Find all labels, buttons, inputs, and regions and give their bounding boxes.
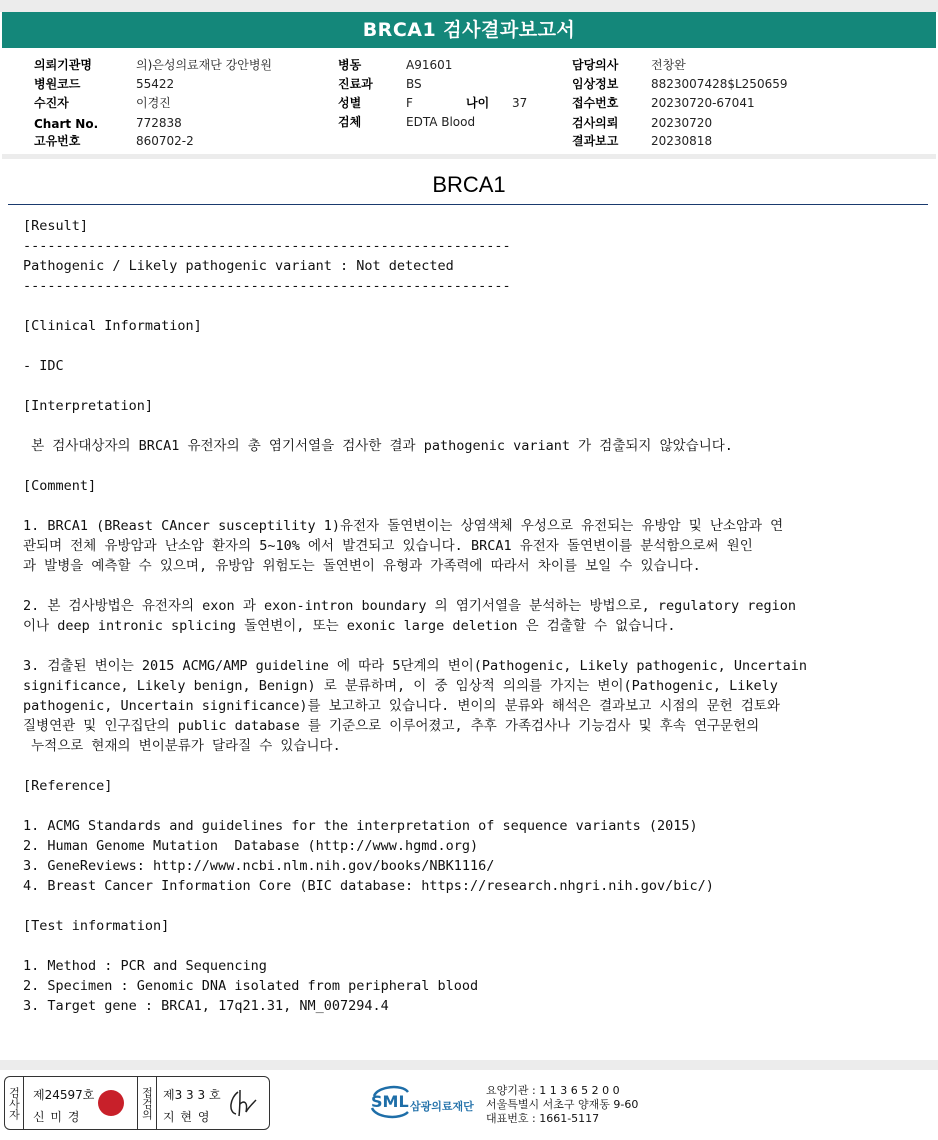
clinical-info-value: 8823007428$L250659 [651,77,788,91]
body-line: 질병연관 및 인구집단의 public database 를 기준으로 이루어졌고, 추후 가족검사나 기능검사 및 후속 연구문헌의 [23,718,760,734]
body-line: 이나 deep intronic splicing 돌연변이, 또는 exonic large deletion 은 검출할 수 없습니다. [23,618,676,634]
body-line: 2. 본 검사방법은 유전자의 exon 과 exon-intron boundary 의 염기서열을 분석하는 방법으로, regulatory region [23,598,797,614]
body-line: 3. GeneReviews: http://www.ncbi.nlm.nih.gov/books/NBK1116/ [23,858,495,874]
department-label: 진료과 [338,77,373,91]
body-line [23,636,913,656]
report-body [23,216,913,1016]
patient-value: 이경진 [136,96,171,110]
receipt-number-label: 접수번호 [572,96,619,110]
request-date-value: 20230720 [651,116,713,130]
body-line: 2. Human Genome Mutation Database (http://www.hgmd.org) [23,838,479,854]
examiner-name: 신 미 경 [33,1110,81,1124]
body-line: 2. Specimen : Genomic DNA isolated from peripheral blood [23,978,479,994]
bottom-separator [0,1060,938,1070]
result-date-value: 20230818 [651,134,713,148]
body-line: [Clinical Information] [23,318,202,334]
patient-label: 수진자 [34,96,69,110]
body-line [23,936,913,956]
examiner-label: 검사자 [5,1077,24,1129]
reviewer-license: 제3 3 3 호 [163,1088,221,1102]
body-line: 본 검사대상자의 BRCA1 유전자의 총 염기서열을 검사한 결과 pathogenic variant 가 검출되지 않았습니다. [23,438,733,454]
body-line: pathogenic, Uncertain significance)를 보고하고 있습니다. 변이의 분류와 해석은 결과보고 시점의 문헌 검토와 [23,698,780,714]
institution-label: 의뢰기관명 [34,58,92,72]
seal-stamp [98,1090,124,1116]
body-line: [Reference] [23,778,113,794]
receipt-number-value: 20230720-67041 [651,96,755,110]
examiner-license: 제24597호 [33,1088,95,1102]
body-line [23,896,913,916]
top-strip [0,0,938,12]
body-line [23,336,913,356]
age-value: 37 [512,96,528,110]
hospital-code-value: 55422 [136,77,175,91]
clinical-info-label: 임상정보 [572,77,619,91]
doctor-label: 담당의사 [572,58,619,72]
body-line: - IDC [23,358,64,374]
body-line: 누적으로 현재의 변이분류가 달라질 수 있습니다. [23,738,341,754]
reviewer-label: 접검의 [138,1077,157,1129]
report-title: BRCA1 검사결과보고서 [2,12,936,48]
body-line: significance, Likely benign, Benign) 로 분류하며, 이 중 임상적 의의를 가지는 변이(Pathogenic, Likely [23,678,778,694]
body-line: 3. 검출된 변이는 2015 ACMG/AMP guideline 에 따라 5단계의 변이(Pathogenic, Likely pathogenic, Uncertain [23,658,808,674]
body-line: ------------------------------------------------------------ [23,278,511,294]
body-line: 1. BRCA1 (BReast CAncer susceptility 1)유전자 돌연변이는 상염색체 우성으로 유전되는 유방암 및 난소암과 연 [23,518,784,534]
unique-number-label: 고유번호 [34,134,81,148]
chart-value: 772838 [136,116,182,130]
body-line: 1. ACMG Standards and guidelines for the interpretation of sequence variants (2015) [23,818,698,834]
sex-label: 성별 [338,96,362,110]
body-line: 3. Target gene : BRCA1, 17q21.31, NM_007294.4 [23,998,389,1014]
ward-value: A91601 [406,58,453,72]
org-name: 삼광의료재단 [410,1100,474,1113]
department-value: BS [406,77,422,91]
chart-label: Chart No. [34,117,99,131]
body-line: Pathogenic / Likely pathogenic variant : Not detected [23,258,454,274]
specimen-value: EDTA Blood [406,115,476,129]
result-date-label: 결과보고 [572,134,619,148]
body-line: 1. Method : PCR and Sequencing [23,958,267,974]
body-line [23,756,913,776]
unique-number-value: 860702-2 [136,134,194,148]
body-line [23,296,913,316]
body-line: [Result] [23,218,89,234]
body-line: 관되며 전체 유방암과 난소암 환자의 5~10% 에서 발견되고 있습니다. BRCA1 유전자 돌연변이를 분석함으로써 원인 [23,538,753,554]
body-line: [Comment] [23,478,97,494]
age-label: 나이 [466,96,490,110]
specimen-label: 검체 [338,115,362,129]
body-line: 과 발병을 예측할 수 있으며, 유방암 위험도는 돌연변이 유형과 가족력에 따라서 차이를 보일 수 있습니다. [23,558,701,574]
lab-info-line1: 요양기관 : 1 1 3 6 5 2 0 0 [486,1084,620,1097]
ward-label: 병동 [338,58,362,72]
hospital-code-label: 병원코드 [34,77,81,91]
body-line: 4. Breast Cancer Information Core (BIC database: https://research.nhgri.nih.gov/bic/) [23,878,714,894]
logo-text: SML [371,1092,409,1111]
lab-info [486,1084,638,1126]
body-line [23,456,913,476]
doctor-value: 전창완 [651,58,686,72]
request-date-label: 검사의뢰 [572,116,619,130]
body-line [23,416,913,436]
gene-title: BRCA1 [432,172,506,197]
gene-title-underline [8,204,928,205]
lab-info-line3: 대표번호 : 1661-5117 [486,1112,600,1125]
body-line [23,576,913,596]
handwritten-signature [226,1086,260,1120]
body-line [23,796,913,816]
lab-info-line2: 서울특별시 서초구 양재동 9-60 [486,1098,639,1111]
body-line [23,496,913,516]
body-line: ------------------------------------------------------------ [23,238,511,254]
sex-value: F [406,96,413,110]
header-separator [2,154,936,159]
institution-value: 의)은성의료재단 강안병원 [136,58,273,72]
body-line [23,376,913,396]
body-line: [Test information] [23,918,170,934]
reviewer-name: 지 현 영 [163,1110,211,1124]
body-line: [Interpretation] [23,398,154,414]
